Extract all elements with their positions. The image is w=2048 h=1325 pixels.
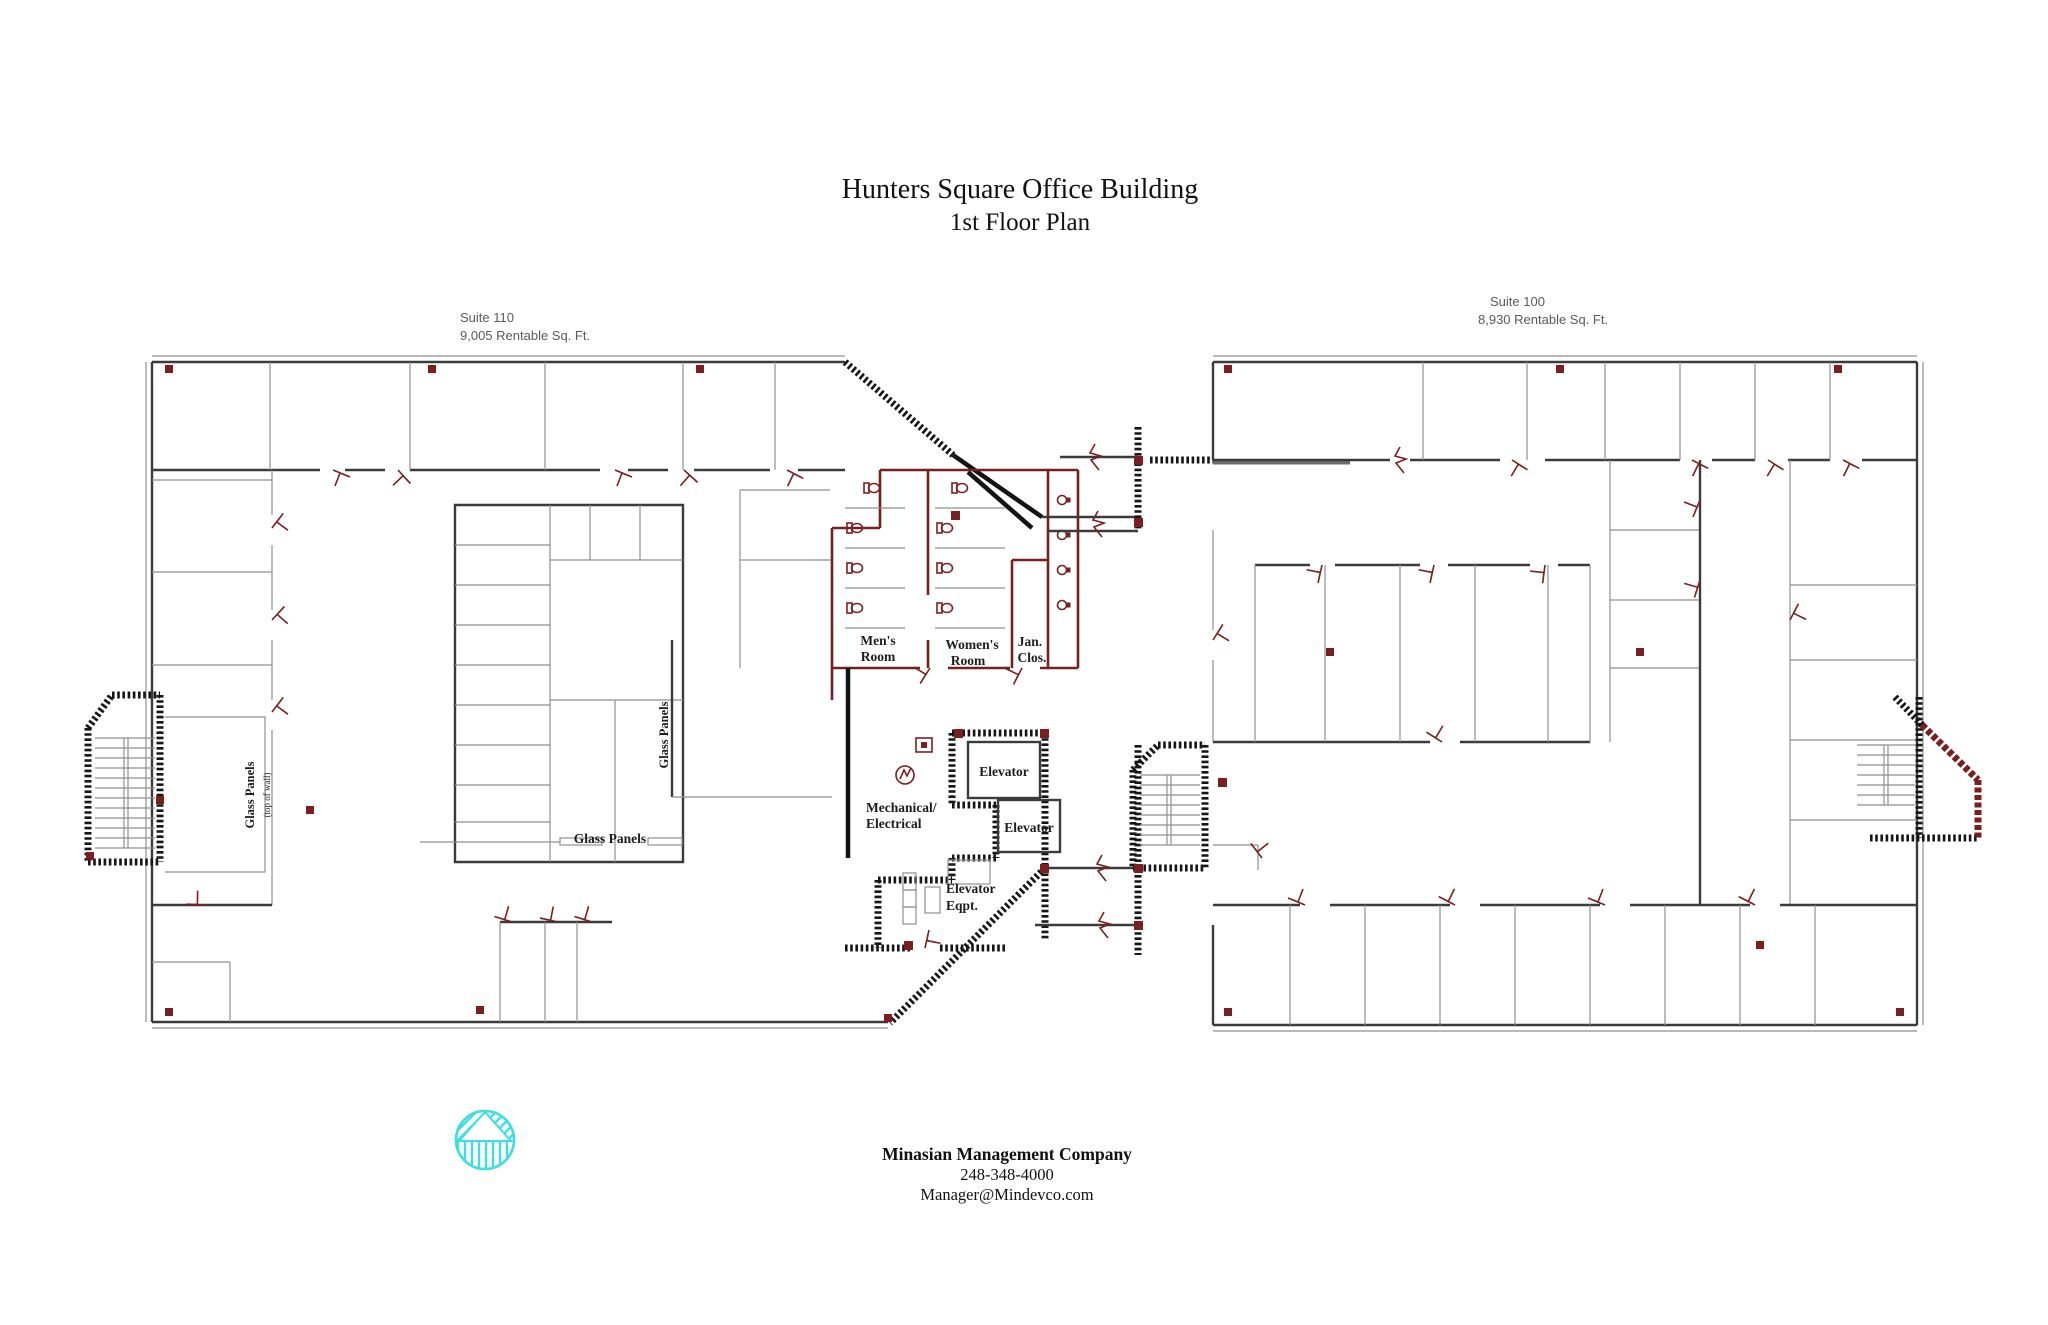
jan-clos-label-line1: Jan. xyxy=(1017,634,1043,649)
elevator-eqpt-label-line2: Eqpt. xyxy=(946,898,978,913)
glass-panels-west-sub-label: (top of wall) xyxy=(262,772,272,818)
plan-title-line2: 1st Floor Plan xyxy=(949,209,1091,236)
footer-email: Manager@Mindevco.com xyxy=(920,1185,1094,1204)
left-wing-walls xyxy=(146,356,1045,1028)
suite-110-name: Suite 110 xyxy=(460,310,514,325)
corridor-walls xyxy=(1035,427,1213,955)
mens-room-label-line2: Room xyxy=(860,649,896,664)
plan-title-line1: Hunters Square Office Building xyxy=(841,174,1199,205)
elevator-eqpt-label-line1: Elevator xyxy=(946,881,996,896)
footer-company: Minasian Management Company xyxy=(882,1144,1132,1164)
suite-110-area: 9,005 Rentable Sq. Ft. xyxy=(460,328,591,343)
column-markers xyxy=(86,365,1904,1022)
jan-clos-label-line2: Clos. xyxy=(1017,650,1047,665)
glass-panels-center-vertical-label: Glass Panels xyxy=(657,701,671,769)
mech-elec-label-line2: Electrical xyxy=(866,816,922,831)
plan-labels xyxy=(243,174,1608,913)
elevator-lower-label: Elevator xyxy=(1004,820,1054,835)
company-logo-icon xyxy=(456,1111,514,1169)
door-swings xyxy=(184,460,1860,948)
elevator-upper-label: Elevator xyxy=(979,764,1029,779)
left-stairwell xyxy=(88,695,160,862)
glass-panels-horizontal-label: Glass Panels xyxy=(573,831,647,846)
footer-block xyxy=(882,1144,1132,1204)
suite-100-name: Suite 100 xyxy=(1490,294,1545,309)
mech-elec-label-line1: Mechanical/ xyxy=(866,800,937,815)
center-right-stairwell xyxy=(1133,530,1258,870)
womens-room-label-line2: Room xyxy=(950,653,986,668)
suite-100-area: 8,930 Rentable Sq. Ft. xyxy=(1478,312,1609,327)
right-wing-walls xyxy=(1213,356,1923,1031)
footer-phone: 248-348-4000 xyxy=(960,1165,1054,1184)
mens-room-label-line1: Men's xyxy=(860,633,896,648)
glass-panels-west-vertical-label: Glass Panels xyxy=(243,761,257,829)
womens-room-label-line1: Women's xyxy=(945,637,999,652)
